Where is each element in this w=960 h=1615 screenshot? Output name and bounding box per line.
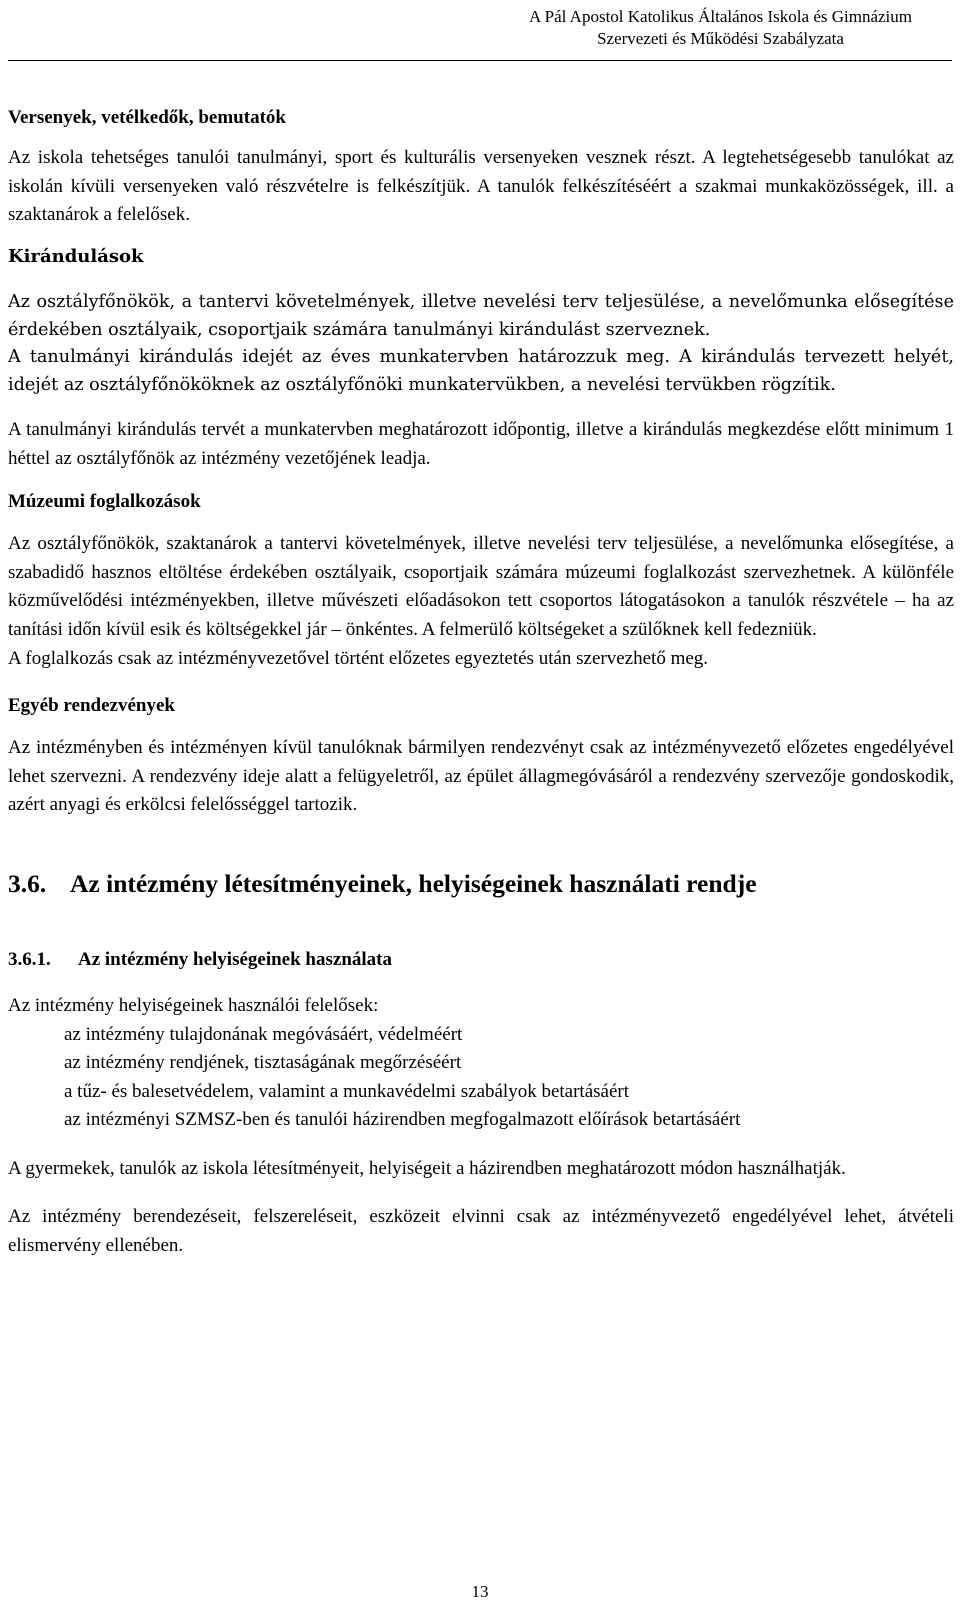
list-item: az intézményi SZMSZ-ben és tanulói házirendben megfogalmazott előírások betartásáért: [64, 1109, 741, 1131]
subsection-number: 3.6.1.: [8, 948, 51, 970]
page-header: [529, 6, 912, 50]
paragraph-muzeumi-2: A foglalkozás csak az intézményvezetővel történt előzetes egyeztetés után szervezhető meg.: [8, 647, 709, 669]
paragraph-muzeumi-1: Az osztályfőnökök, szaktanárok a tantervi követelmények, illetve nevelési terv teljesülése, a nevelőmunka elősegítése, a szabadidő hasznos eltöltése érdekében osztályaik, csoportjaik számára múzeumi foglalkozást szervezhetnek. A különféle közművelődési intézményekben, illetve művészeti előadásokon tett csoportos látogatásokon a tanulók részvétele – ha az tanítási időn kívül esik és költségekkel jár – önkéntes. A felmerülő költségeket a szülőknek kell fedezniük.: [8, 533, 954, 640]
responsibility-list: [8, 1021, 954, 1135]
section-title-3-6: [8, 868, 954, 900]
page-content: [8, 103, 954, 1261]
list-item: a tűz- és balesetvédelem, valamint a munkavédelmi szabályok betartásáért: [64, 1080, 630, 1102]
header-rule: [8, 60, 952, 61]
section-title-text: Az intézmény létesítményeinek, helyiségeinek használati rendje: [70, 868, 757, 898]
heading-versenyek: Versenyek, vetélkedők, bemutatók: [8, 107, 286, 128]
paragraph-kirandulasok-3: A tanulmányi kirándulás tervét a munkatervben meghatározott időpontig, illetve a kirándulás megkezdése előtt minimum 1 héttel az osztályfőnök az intézmény vezetőjének leadja.: [8, 418, 954, 469]
heading-muzeumi: Múzeumi foglalkozások: [8, 491, 201, 513]
heading-egyeb: Egyéb rendezvények: [8, 695, 175, 717]
paragraph-helyisegek-intro: Az intézmény helyiségeinek használói felelősek:: [8, 994, 379, 1016]
paragraph-versenyek: Az iskola tehetséges tanulói tanulmányi, sport és kulturális versenyeken vesznek részt. A legtehetségesebb tanulókat az iskolán kívüli versenyeken való részvételre is felkészítjük. A tanulók felkészítéséért a szakmai munkaközösségek, ill. a szaktanárok a felelősek.: [8, 147, 954, 226]
heading-kirandulasok: Kirándulások: [8, 245, 144, 267]
paragraph-egyeb: Az intézményben és intézményen kívül tanulóknak bármilyen rendezvényt csak az intézményvezető előzetes engedélyével lehet szervezni. A rendezvény ideje alatt a felügyeletről, az épület állagmegóvásáról a rendezvény szervezője gondoskodik, azért anyagi és erkölcsi felelősséggel tartozik.: [8, 737, 954, 816]
header-school-name: A Pál Apostol Katolikus Általános Iskola és Gimnázium: [529, 7, 912, 26]
paragraph-kirandulasok-1: Az osztályfőnökök, a tantervi követelmények, illetve nevelési terv teljesülése, a nevelőmunka elősegítése érdekében osztályaik, csoportjaik számára tanulmányi kirándulást szerveznek.: [8, 291, 954, 340]
section-title-3-6-1: [8, 946, 954, 974]
paragraph-helyisegek-1: A gyermekek, tanulók az iskola létesítményeit, helyiségeit a házirendben meghatározott módon használhatják.: [8, 1157, 846, 1179]
list-item: az intézmény rendjének, tisztaságának megőrzéséért: [64, 1052, 462, 1074]
header-document-title: Szervezeti és Működési Szabályzata: [597, 29, 844, 48]
section-number: 3.6.: [8, 868, 47, 898]
paragraph-kirandulasok-2: A tanulmányi kirándulás idejét az éves munkatervben határozzuk meg. A kirándulás tervezett helyét, idejét az osztályfőnököknek az osztályfőnöki munkatervükben, a nevelési tervükben rögzítik.: [8, 347, 954, 396]
list-item: az intézmény tulajdonának megóvásáért, védelméért: [64, 1023, 463, 1045]
paragraph-helyisegek-2: Az intézmény berendezéseit, felszereléseit, eszközeit elvinni csak az intézményvezető engedélyével lehet, átvételi elismervény ellenében.: [8, 1206, 954, 1257]
page-number: 13: [471, 1582, 489, 1601]
subsection-title-text: Az intézmény helyiségeinek használata: [78, 948, 393, 970]
